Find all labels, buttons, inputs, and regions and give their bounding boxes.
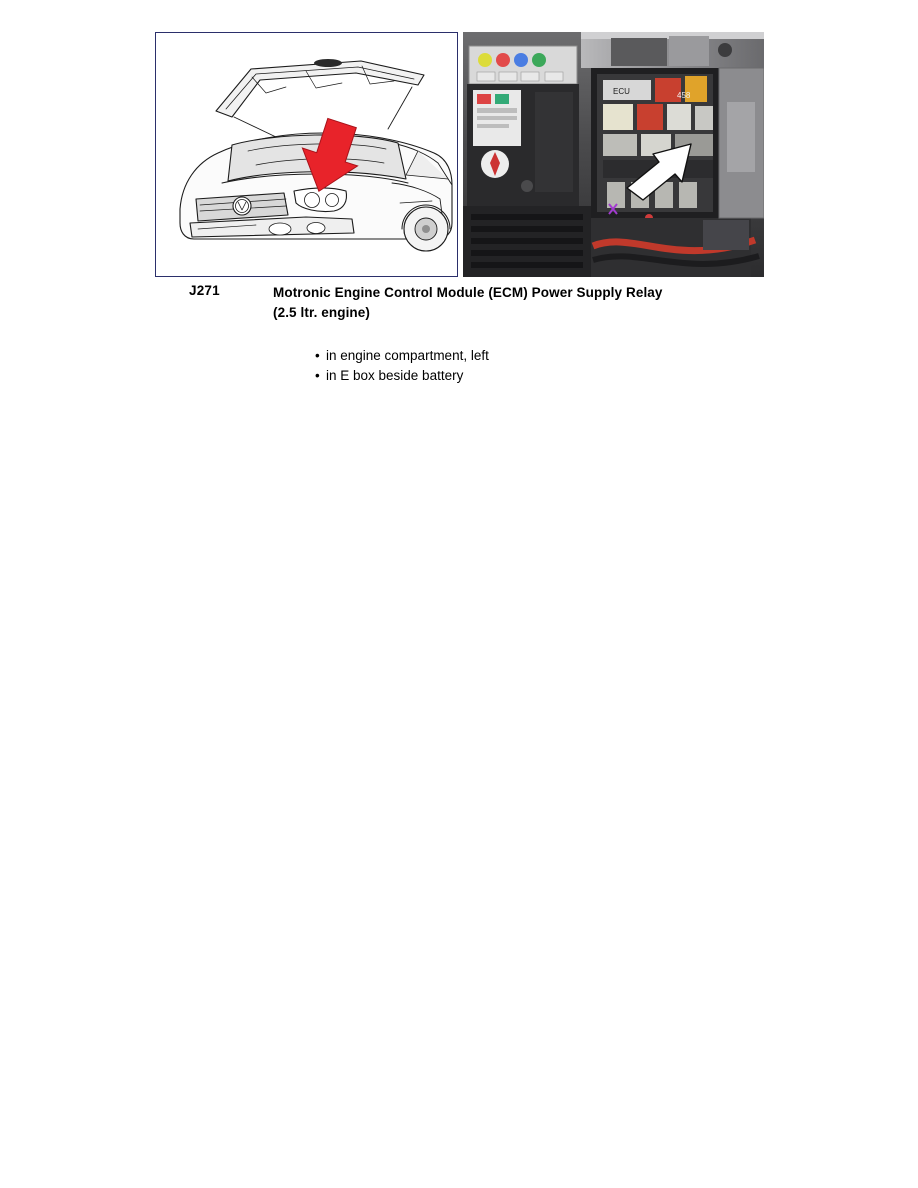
svg-text:ECU: ECU bbox=[613, 87, 630, 96]
list-item bbox=[315, 366, 775, 386]
list-item bbox=[315, 346, 775, 366]
component-title bbox=[273, 283, 833, 323]
svg-text:458: 458 bbox=[677, 91, 691, 100]
list-item-label: in engine compartment, left bbox=[326, 348, 489, 363]
bullet-icon: • bbox=[315, 368, 320, 383]
bullet-icon: • bbox=[315, 348, 320, 363]
figure-row bbox=[155, 32, 764, 277]
component-code: J271 bbox=[189, 283, 220, 298]
photo-svg bbox=[463, 32, 764, 277]
line-drawing-svg bbox=[156, 33, 457, 276]
photo-e-box-beside-battery bbox=[463, 32, 764, 277]
component-title-line2: (2.5 ltr. engine) bbox=[273, 305, 370, 320]
location-notes bbox=[155, 346, 775, 386]
list-item-label: in E box beside battery bbox=[326, 368, 464, 383]
component-title-line1: Motronic Engine Control Module (ECM) Power Supply Relay bbox=[273, 285, 663, 300]
line-drawing-engine-compartment bbox=[155, 32, 458, 277]
